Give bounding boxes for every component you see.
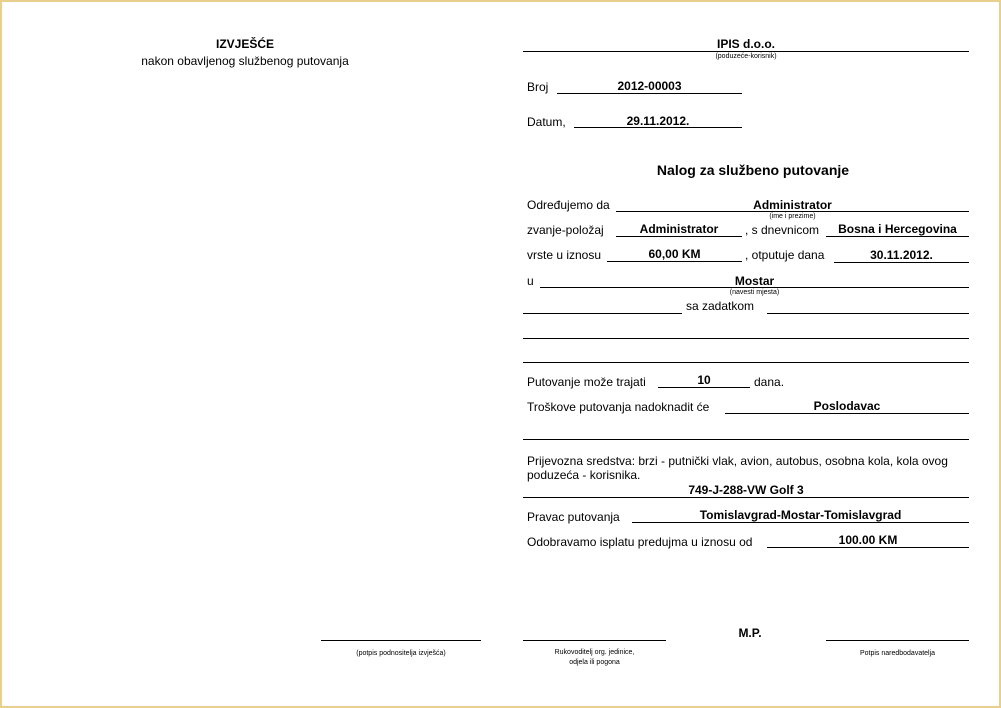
prijevozna-line <box>523 497 969 498</box>
troskovi-label: Troškove putovanja nadoknadit će <box>527 400 710 414</box>
company-name: IPIS d.o.o. <box>716 37 775 51</box>
mjesto-value: Mostar <box>734 274 775 288</box>
otputuje-line <box>834 262 969 263</box>
otputuje-value: 30.11.2012. <box>870 248 933 262</box>
zadatak-line-left <box>523 313 682 314</box>
rukovoditelj-signature-line <box>523 640 666 641</box>
vrste-label: vrste u iznosu <box>527 248 602 262</box>
prijevozna-label: Prijevozna sredstva: brzi - putnički vlak, avion, autobus, osobna kola, kola ovog poduzeća - korisnika. <box>527 454 948 482</box>
pravac-value: Tomislavgrad-Mostar-Tomislavgrad <box>699 508 902 522</box>
troskovi-line <box>725 413 969 414</box>
pravac-label: Pravac putovanja <box>527 510 620 524</box>
rukovoditelj-caption-1: Rukovoditelj org. jedinice, <box>554 649 635 656</box>
odredjujemo-caption: (ime i prezime) <box>769 213 816 220</box>
trajanje-suffix: dana. <box>754 375 785 389</box>
pravac-line <box>632 522 969 523</box>
prijevozna-value: 749-J-288-VW Golf 3 <box>688 483 804 497</box>
odredjujemo-value: Administrator <box>753 198 832 212</box>
zadatak-label: sa zadatkom <box>686 299 755 313</box>
vrste-value: 60,00 KM <box>648 247 701 261</box>
zadatak-line-right <box>767 313 969 314</box>
trajanje-line <box>658 387 750 388</box>
company-line <box>523 51 969 52</box>
report-signature-line <box>321 640 481 641</box>
zvanje-label: zvanje-položaj <box>527 223 604 237</box>
zadatak-line-3 <box>523 362 969 363</box>
predujam-label: Odobravamo isplatu predujma u iznosu od <box>527 535 753 549</box>
zadatak-line-2 <box>523 338 969 339</box>
nalogodavac-caption: Potpis naredbodavatelja <box>859 650 936 657</box>
odredjujemo-line <box>616 211 969 212</box>
company-caption: (poduzeće-korisnik) <box>715 53 777 60</box>
dnevnica-line <box>826 236 969 237</box>
mjesto-line <box>540 287 969 288</box>
mjesto-caption: (navesti mjesta) <box>729 289 780 296</box>
mjesto-label: u <box>527 274 534 288</box>
broj-value: 2012-00003 <box>617 79 682 93</box>
zvanje-line <box>616 236 742 237</box>
vrste-line <box>607 261 742 262</box>
rukovoditelj-caption-2: odjela ili pogona <box>569 659 620 666</box>
datum-label: Datum, <box>527 115 566 129</box>
zvanje-value: Administrator <box>639 222 719 236</box>
datum-value: 29.11.2012. <box>626 114 690 128</box>
order-title: Nalog za službeno putovanje <box>656 162 850 178</box>
odredjujemo-label: Određujemo da <box>527 198 610 212</box>
predujam-value: 100.00 KM <box>838 533 898 547</box>
mp-stamp: M.P. <box>738 626 762 640</box>
report-signature-caption: (potpis podnositelja izvješća) <box>356 650 446 657</box>
trajanje-label: Putovanje može trajati <box>527 375 646 389</box>
datum-line <box>574 127 742 128</box>
broj-line <box>557 93 742 94</box>
report-title: IZVJEŠĆE <box>215 37 275 51</box>
troskovi-line-2 <box>523 439 969 440</box>
report-subtitle: nakon obavljenog službenog putovanja <box>141 54 349 68</box>
dnevnica-value: Bosna i Hercegovina <box>838 222 957 236</box>
dnevnica-label: , s dnevnicom <box>745 223 820 237</box>
otputuje-label: , otputuje dana <box>745 248 825 262</box>
nalogodavac-signature-line <box>826 640 969 641</box>
predujam-line <box>767 547 969 548</box>
broj-label: Broj <box>527 80 549 94</box>
trajanje-value: 10 <box>697 373 711 387</box>
troskovi-value: Poslodavac <box>813 399 881 413</box>
